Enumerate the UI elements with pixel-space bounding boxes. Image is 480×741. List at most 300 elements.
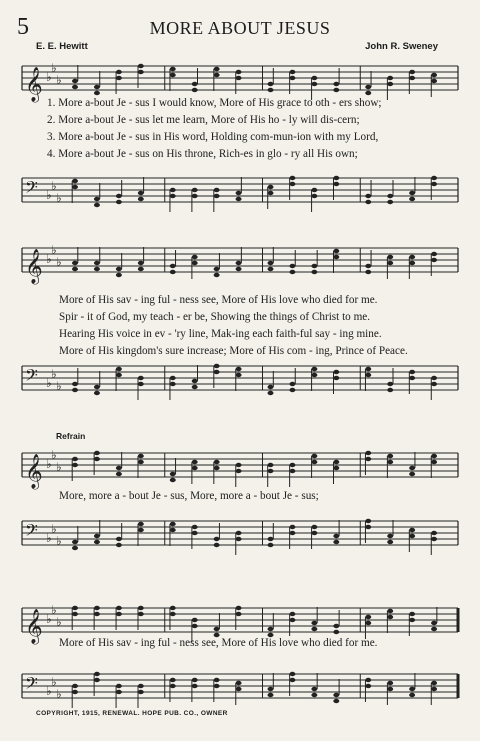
note-head [236,70,242,74]
note-head [192,385,198,389]
note-head [116,612,122,616]
note-head [170,606,176,610]
note-head [311,531,317,535]
note-head [170,522,176,526]
note-head [289,531,295,535]
bass-clef-icon: 𝄢 [25,522,38,544]
note-head [365,270,371,274]
note-head [289,382,295,386]
note-head [268,191,274,195]
note-head [409,466,415,470]
note-head [116,466,122,470]
note-head [311,264,317,268]
note-head [94,672,100,676]
note-head [311,194,317,198]
flat-icon: ♭ [51,448,57,462]
bass-staff-system-1 [0,166,480,216]
note-head [170,382,176,386]
note-head [311,687,317,691]
verse-line: More of His sav - ing ful - ness see, More of His love who died for me. [59,294,378,306]
treble-staff-system-2 [0,236,480,286]
note-head [170,478,176,482]
note-head [289,270,295,274]
note-head [94,534,100,538]
note-head [268,627,274,631]
note-head [72,684,78,688]
note-head [409,528,415,532]
note-head [333,699,339,703]
note-head [333,466,339,470]
note-head [387,200,393,204]
note-head [387,540,393,544]
note-head [94,678,100,682]
note-head [192,531,198,535]
flat-icon: ♭ [46,252,52,266]
treble-clef-icon: 𝄞 [25,68,43,101]
note-head [365,519,371,523]
note-head [94,261,100,265]
verse-line: 1. More a-bout Je - sus I would know, More of His grace to oth - ers show; [47,97,382,109]
note-head [170,188,176,192]
verse-block-1 [0,97,480,161]
note-head [387,255,393,259]
note-head [138,64,144,68]
note-head [268,543,274,547]
note-head [72,612,78,616]
note-head [192,261,198,265]
note-head [387,82,393,86]
note-head [170,73,176,77]
note-head [236,463,242,467]
note-head [333,630,339,634]
note-head [236,373,242,377]
treble-clef-icon: 𝄞 [25,250,43,283]
flat-icon: ♭ [46,188,52,202]
note-head [268,261,274,265]
note-head [333,534,339,538]
note-head [268,267,274,271]
treble-clef-icon: 𝄞 [25,455,43,488]
note-head [431,681,437,685]
treble-clef-icon: 𝄞 [25,610,43,643]
note-head [138,684,144,688]
note-head [311,367,317,371]
note-head [236,537,242,541]
note-head [268,463,274,467]
flat-icon: ♭ [51,243,57,257]
flat-icon: ♭ [51,522,57,536]
note-head [236,76,242,80]
note-head [94,197,100,201]
note-head [192,460,198,464]
note-head [138,460,144,464]
note-head [365,525,371,529]
note-head [214,73,220,77]
note-head [311,76,317,80]
note-head [72,690,78,694]
note-head [116,537,122,541]
note-head [116,367,122,371]
note-head [94,203,100,207]
note-head [365,457,371,461]
note-head [72,179,78,183]
note-head [311,621,317,625]
note-head [289,612,295,616]
note-head [170,684,176,688]
note-head [333,376,339,380]
note-head [214,273,220,277]
note-head [365,367,371,371]
note-head [236,681,242,685]
note-head [192,525,198,529]
note-head [72,463,78,467]
bass-clef-icon: 𝄢 [25,179,38,201]
flat-icon: ♭ [56,73,62,87]
note-head [116,543,122,547]
note-head [214,364,220,368]
refrain-label: Refrain [56,431,86,441]
flat-icon: ♭ [51,61,57,75]
note-head [409,70,415,74]
copyright-notice: COPYRIGHT, 1915, RENEWAL. HOPE PUB. CO., OWNER [36,710,228,717]
note-head [138,197,144,201]
author-credit: E. E. Hewitt [36,41,88,52]
note-head [365,615,371,619]
note-head [192,678,198,682]
note-head [170,264,176,268]
composer-credit: John R. Sweney [365,41,438,52]
verse-line: More of His kingdom's sure increase; More of His com - ing, Prince of Peace. [59,345,408,357]
note-head [333,88,339,92]
note-head [365,85,371,89]
note-head [387,609,393,613]
note-head [268,82,274,86]
verse-line: 3. More a-bout Je - sus in His word, Holding com-mun-ion with my Lord, [47,131,379,143]
note-head [116,194,122,198]
note-head [116,472,122,476]
note-head [431,258,437,262]
note-head [116,684,122,688]
note-head [387,382,393,386]
note-head [311,454,317,458]
note-head [94,606,100,610]
note-head [289,678,295,682]
note-head [94,267,100,271]
note-head [72,540,78,544]
note-head [409,197,415,201]
note-head [138,612,144,616]
note-head [409,534,415,538]
note-head [333,540,339,544]
note-head [365,678,371,682]
note-head [138,528,144,532]
bass-clef-icon: 𝄢 [25,675,38,697]
note-head [289,672,295,676]
note-head [387,681,393,685]
flat-icon: ♭ [51,603,57,617]
note-head [365,264,371,268]
note-head [333,460,339,464]
note-head [138,606,144,610]
note-head [192,379,198,383]
note-head [72,606,78,610]
note-head [431,687,437,691]
flat-icon: ♭ [56,615,62,629]
note-head [138,454,144,458]
note-head [268,469,274,473]
note-head [94,85,100,89]
note-head [311,693,317,697]
note-head [333,176,339,180]
note-head [409,255,415,259]
note-head [214,684,220,688]
note-head [289,469,295,473]
note-head [409,191,415,195]
note-head [289,388,295,392]
note-head [387,76,393,80]
verse-block-2 [0,294,480,358]
note-head [72,267,78,271]
note-head [311,460,317,464]
note-head [333,249,339,253]
note-head [387,388,393,392]
note-head [268,391,274,395]
note-head [236,261,242,265]
note-head [409,376,415,380]
note-head [214,188,220,192]
note-head [214,678,220,682]
note-head [94,540,100,544]
verse-line: 4. More a-bout Je - sus on His throne, Rich-es in glo - ry all His own; [47,148,358,160]
note-head [192,188,198,192]
note-head [116,373,122,377]
note-head [333,624,339,628]
note-head [431,454,437,458]
note-head [94,391,100,395]
note-head [94,457,100,461]
note-head [431,531,437,535]
note-head [236,191,242,195]
note-head [431,627,437,631]
note-head [72,457,78,461]
flat-icon: ♭ [56,191,62,205]
note-head [311,188,317,192]
note-head [268,687,274,691]
note-head [94,451,100,455]
note-head [72,79,78,83]
note-head [138,690,144,694]
note-head [431,176,437,180]
flat-icon: ♭ [46,684,52,698]
note-head [170,472,176,476]
flat-icon: ♭ [46,457,52,471]
note-head [289,618,295,622]
note-head [138,267,144,271]
note-head [431,73,437,77]
note-head [409,687,415,691]
note-head [289,525,295,529]
note-head [311,525,317,529]
note-head [192,255,198,259]
note-head [116,200,122,204]
note-head [116,76,122,80]
note-head [72,388,78,392]
note-head [214,370,220,374]
flat-icon: ♭ [56,255,62,269]
note-head [431,182,437,186]
note-head [311,373,317,377]
note-head [387,261,393,265]
hymn-title: MORE ABOUT JESUS [149,18,331,38]
verse-line: 2. More a-bout Je - sus let me learn, More of His ho - ly will dis-cern; [47,114,360,126]
note-head [289,264,295,268]
note-head [311,627,317,631]
note-head [192,82,198,86]
note-head [214,466,220,470]
note-head [289,182,295,186]
note-head [214,460,220,464]
note-head [170,678,176,682]
note-head [431,79,437,83]
note-head [72,185,78,189]
note-head [72,382,78,386]
note-head [116,690,122,694]
note-head [333,182,339,186]
note-head [138,376,144,380]
refrain-lyric: More of His sav - ing ful - ness see, More of His love who died for me. [59,637,378,649]
note-head [289,76,295,80]
note-head [138,70,144,74]
note-head [431,621,437,625]
flat-icon: ♭ [56,534,62,548]
note-head [431,460,437,464]
note-head [289,463,295,467]
note-head [409,261,415,265]
note-head [236,197,242,201]
note-head [192,684,198,688]
note-head [170,270,176,274]
note-head [236,606,242,610]
refrain-lyric: More, more a - bout Je - sus, More, more a - bout Je - sus; [59,490,319,502]
note-head [236,531,242,535]
note-head [268,693,274,697]
note-head [138,191,144,195]
note-head [214,194,220,198]
note-head [365,200,371,204]
note-head [365,373,371,377]
treble-staff-system-3 [0,441,480,491]
note-head [192,624,198,628]
note-head [170,376,176,380]
note-head [409,618,415,622]
note-head [72,261,78,265]
note-head [333,693,339,697]
note-head [170,528,176,532]
note-head [116,606,122,610]
note-head [409,370,415,374]
bass-staff-system-4 [0,662,480,712]
note-head [268,537,274,541]
note-head [94,91,100,95]
flat-icon: ♭ [46,376,52,390]
note-head [387,615,393,619]
note-head [94,385,100,389]
note-head [289,176,295,180]
note-head [387,687,393,691]
note-head [72,546,78,550]
note-head [268,185,274,189]
note-head [387,454,393,458]
note-head [409,612,415,616]
note-head [365,451,371,455]
note-head [170,612,176,616]
note-head [365,91,371,95]
refrain-line-1 [0,490,480,506]
note-head [170,194,176,198]
note-head [431,382,437,386]
flat-icon: ♭ [56,460,62,474]
note-head [431,376,437,380]
note-head [170,67,176,71]
note-head [431,537,437,541]
flat-icon: ♭ [51,367,57,381]
bass-staff-system-2 [0,354,480,404]
note-head [268,385,274,389]
note-head [138,382,144,386]
note-head [214,67,220,71]
note-head [365,684,371,688]
verse-line: Spir - it of God, my teach - er be, Showing the things of Christ to me. [59,311,371,323]
note-head [409,472,415,476]
flat-icon: ♭ [56,687,62,701]
note-head [94,612,100,616]
flat-icon: ♭ [46,612,52,626]
refrain-line-2 [0,637,480,653]
hymn-number: 5 [17,14,29,40]
note-head [409,76,415,80]
verse-line: Hearing His voice in ev - 'ry line, Mak-ing each faith-ful say - ing mine. [59,328,382,340]
note-head [72,85,78,89]
note-head [387,460,393,464]
note-head [192,618,198,622]
note-head [365,621,371,625]
note-head [214,537,220,541]
flat-icon: ♭ [51,179,57,193]
note-head [214,627,220,631]
flat-icon: ♭ [51,675,57,689]
note-head [311,270,317,274]
note-head [192,466,198,470]
note-head [138,261,144,265]
note-head [236,469,242,473]
note-head [236,267,242,271]
note-head [192,194,198,198]
note-head [268,88,274,92]
bass-clef-icon: 𝄢 [25,367,38,389]
note-head [333,370,339,374]
note-head [236,612,242,616]
note-head [138,522,144,526]
note-head [387,534,393,538]
note-head [214,267,220,271]
flat-icon: ♭ [46,70,52,84]
note-head [236,367,242,371]
note-head [311,82,317,86]
note-head [333,82,339,86]
note-head [116,273,122,277]
note-head [387,194,393,198]
flat-icon: ♭ [56,379,62,393]
